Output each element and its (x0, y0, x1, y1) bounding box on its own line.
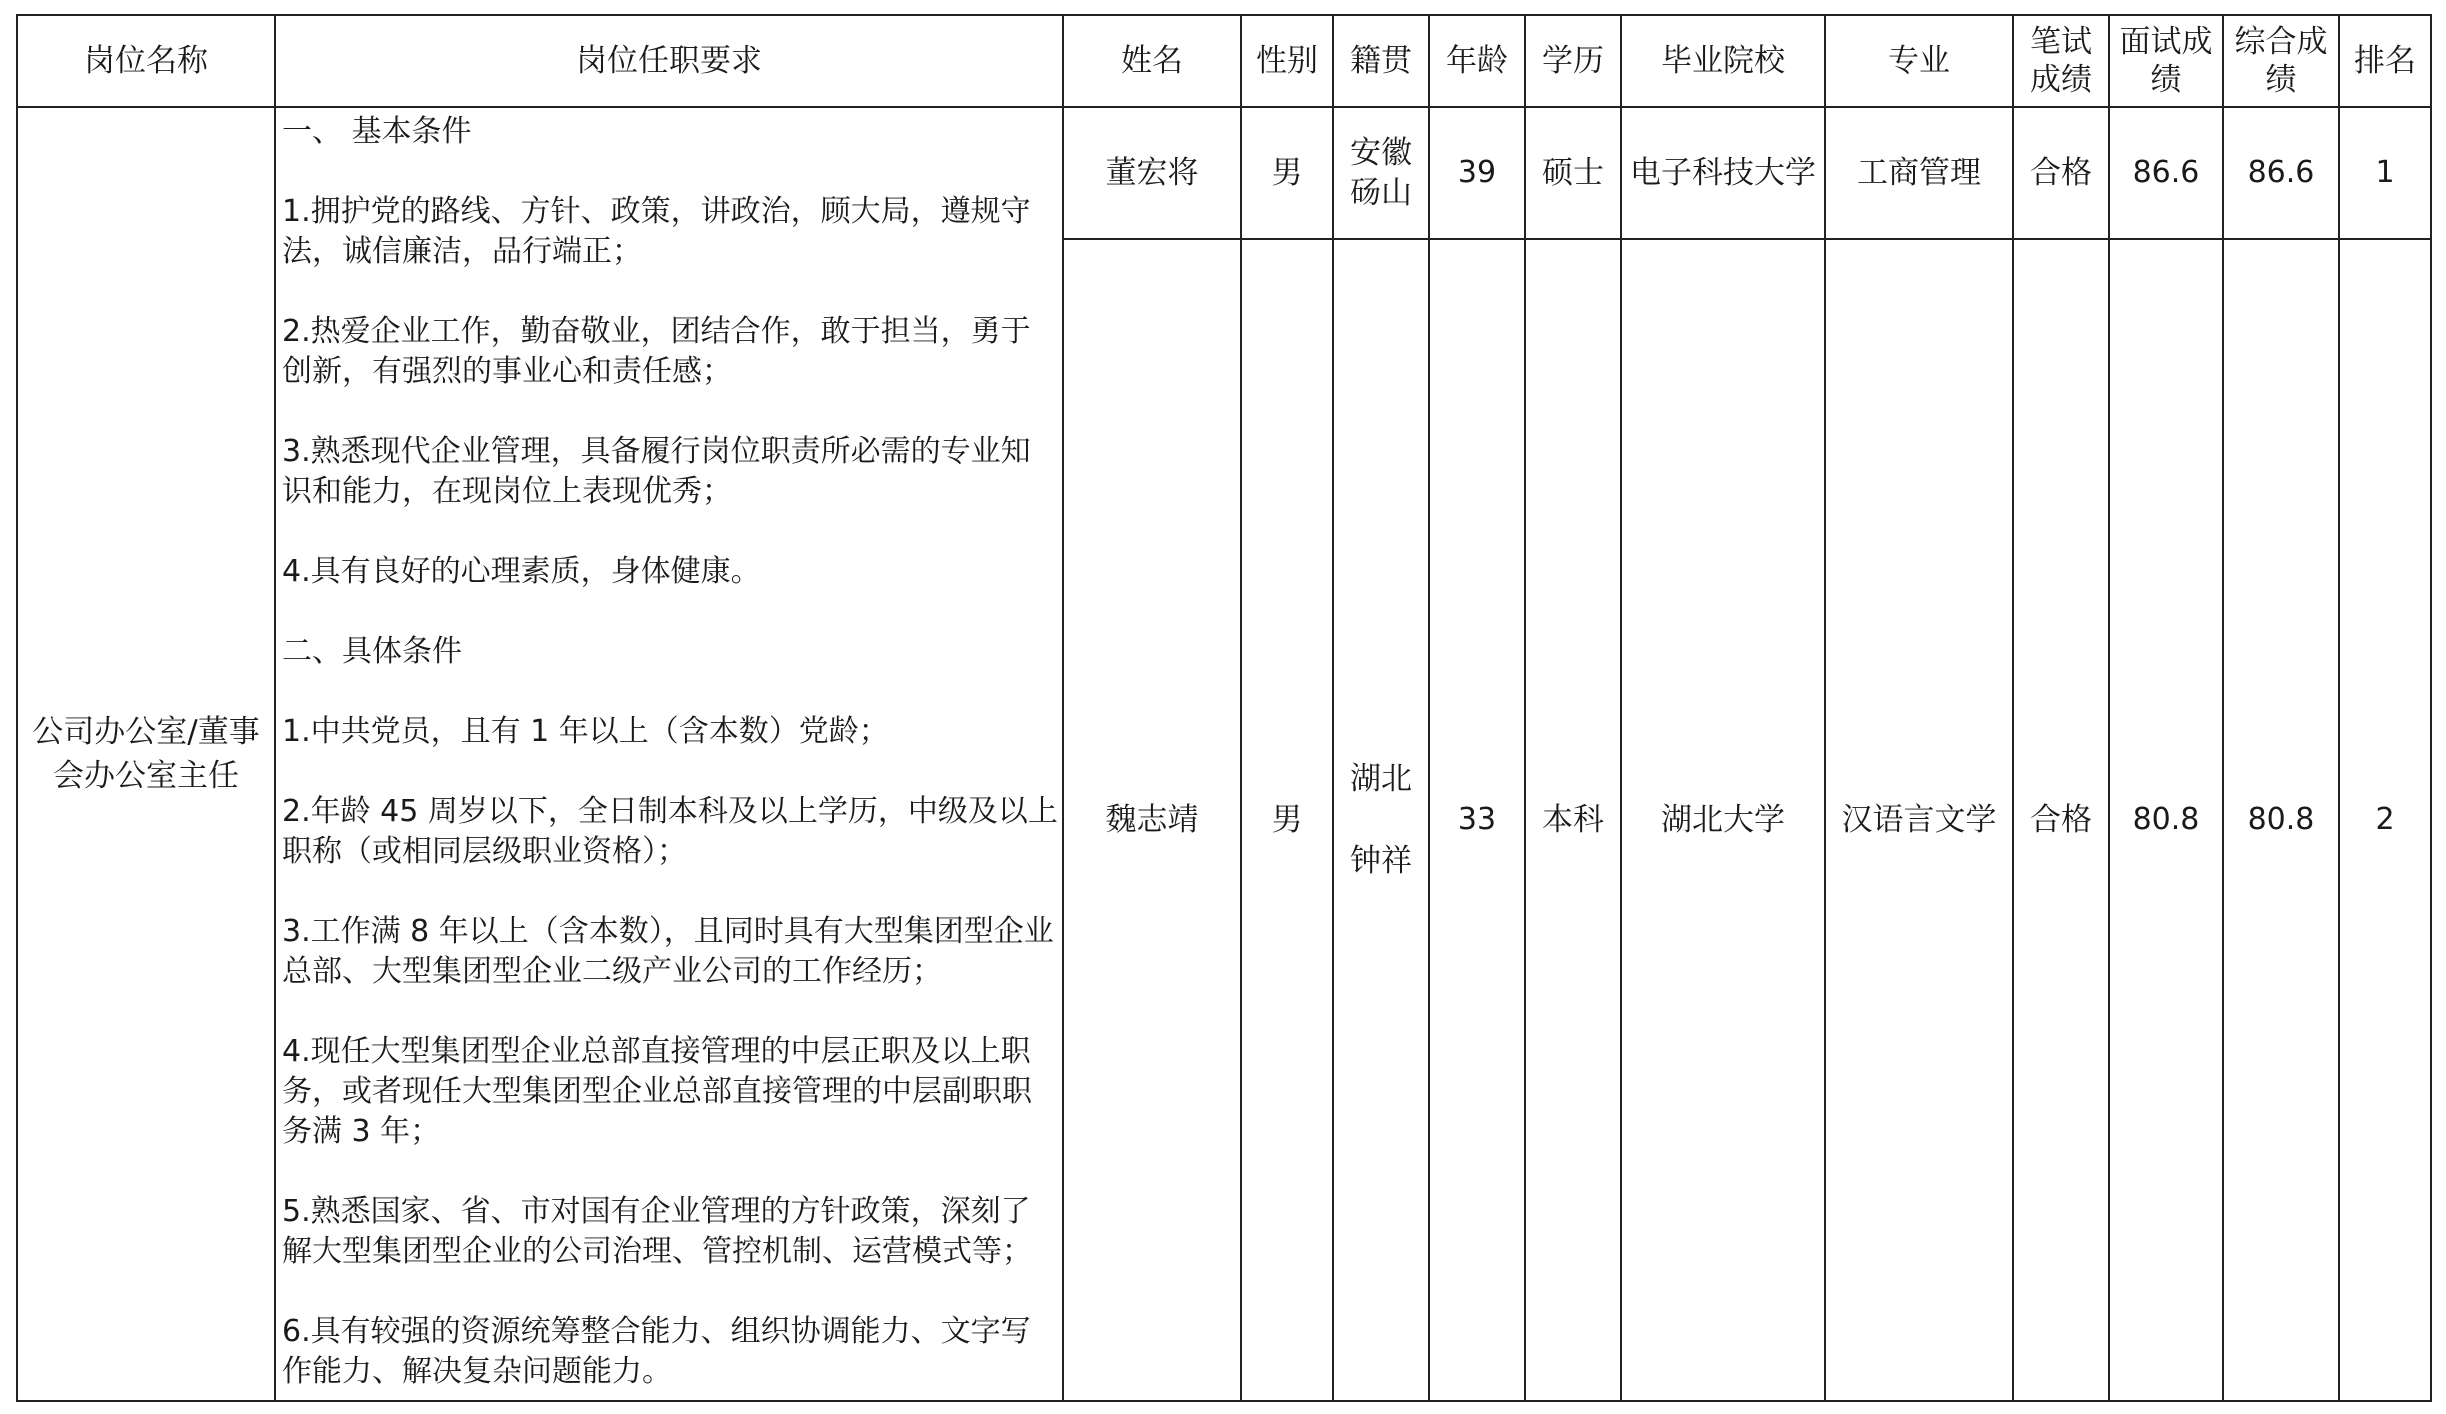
requirements-cell (275, 107, 1063, 1401)
specific-condition-4: 4.现任大型集团型企业总部直接管理的中层正职及以上职务，或者现任大型集团型企业总部直接管理的中层副职职务满 3 年； (282, 1034, 1032, 1149)
header-written-score (2013, 15, 2109, 107)
candidate-major: 汉语言文学 (1825, 239, 2013, 1401)
basic-condition-2: 2.热爱企业工作，勤奋敬业，团结合作，敢于担当，勇于创新，有强烈的事业心和责任感； (282, 314, 1031, 389)
header-requirements: 岗位任职要求 (275, 15, 1063, 107)
candidate-age: 33 (1429, 239, 1525, 1401)
post-name-cell: 公司办公室/董事会办公室主任 (17, 107, 275, 1401)
header-composite-score (2223, 15, 2339, 107)
basic-conditions-title: 一、 基本条件 (282, 114, 472, 149)
basic-condition-4: 4.具有良好的心理素质，身体健康。 (282, 554, 761, 589)
header-gender: 性别 (1241, 15, 1333, 107)
specific-condition-2: 2.年龄 45 周岁以下，全日制本科及以上学历，中级及以上职称（或相同层级职业资格）； (282, 794, 1058, 869)
basic-condition-1: 1.拥护党的路线、方针、政策，讲政治，顾大局，遵规守法，诚信廉洁，品行端正； (282, 194, 1031, 269)
candidate-composite-score: 80.8 (2223, 239, 2339, 1401)
header-major: 专业 (1825, 15, 2013, 107)
header-rank: 排名 (2339, 15, 2431, 107)
header-written-line-1: 笔试 (2030, 24, 2092, 60)
candidate-rank: 1 (2339, 107, 2431, 239)
header-school: 毕业院校 (1621, 15, 1825, 107)
candidate-education: 硕士 (1525, 107, 1621, 239)
native-province: 湖北 (1350, 761, 1412, 797)
candidate-native-place (1333, 107, 1429, 239)
header-composite-line-1: 综合成 (2234, 24, 2328, 60)
header-interview-line-1: 面试成 (2119, 24, 2213, 60)
native-county: 砀山 (1350, 175, 1412, 211)
specific-conditions-title: 二、具体条件 (282, 634, 462, 669)
header-age: 年龄 (1429, 15, 1525, 107)
candidate-table (16, 14, 2432, 1402)
candidate-composite-score: 86.6 (2223, 107, 2339, 239)
native-county: 钟祥 (1350, 843, 1412, 879)
specific-condition-6: 6.具有较强的资源统筹整合能力、组织协调能力、文字写作能力、解决复杂问题能力。 (282, 1314, 1031, 1389)
candidate-interview-score: 86.6 (2109, 107, 2223, 239)
header-interview-line-2: 绩 (2150, 62, 2182, 98)
specific-condition-1: 1.中共党员，且有 1 年以上（含本数）党龄； (282, 714, 889, 749)
native-province: 安徽 (1350, 135, 1412, 171)
table-row (17, 107, 2431, 239)
candidate-table-sheet (16, 14, 2432, 1402)
candidate-gender: 男 (1241, 239, 1333, 1401)
specific-condition-5: 5.熟悉国家、省、市对国有企业管理的方针政策，深刻了解大型集团型企业的公司治理、管控机制、运营模式等； (282, 1194, 1032, 1269)
header-post-name: 岗位名称 (17, 15, 275, 107)
candidate-major: 工商管理 (1825, 107, 2013, 239)
candidate-gender: 男 (1241, 107, 1333, 239)
candidate-rank: 2 (2339, 239, 2431, 1401)
header-interview-score (2109, 15, 2223, 107)
candidate-written-score: 合格 (2013, 107, 2109, 239)
header-name: 姓名 (1063, 15, 1241, 107)
candidate-education: 本科 (1525, 239, 1621, 1401)
candidate-age: 39 (1429, 107, 1525, 239)
candidate-school: 电子科技大学 (1621, 107, 1825, 239)
candidate-name: 董宏将 (1063, 107, 1241, 239)
candidate-name: 魏志靖 (1063, 239, 1241, 1401)
header-composite-line-2: 绩 (2265, 62, 2297, 98)
candidate-written-score: 合格 (2013, 239, 2109, 1401)
candidate-school: 湖北大学 (1621, 239, 1825, 1401)
header-written-line-2: 成绩 (2030, 62, 2092, 98)
candidate-interview-score: 80.8 (2109, 239, 2223, 1401)
header-education: 学历 (1525, 15, 1621, 107)
header-native-place: 籍贯 (1333, 15, 1429, 107)
basic-condition-3: 3.熟悉现代企业管理，具备履行岗位职责所必需的专业知识和能力，在现岗位上表现优秀； (282, 434, 1031, 509)
specific-condition-3: 3.工作满 8 年以上（含本数），且同时具有大型集团型企业总部、大型集团型企业二级产业公司的工作经历； (282, 914, 1054, 989)
header-row (17, 15, 2431, 107)
candidate-native-place (1333, 239, 1429, 1401)
